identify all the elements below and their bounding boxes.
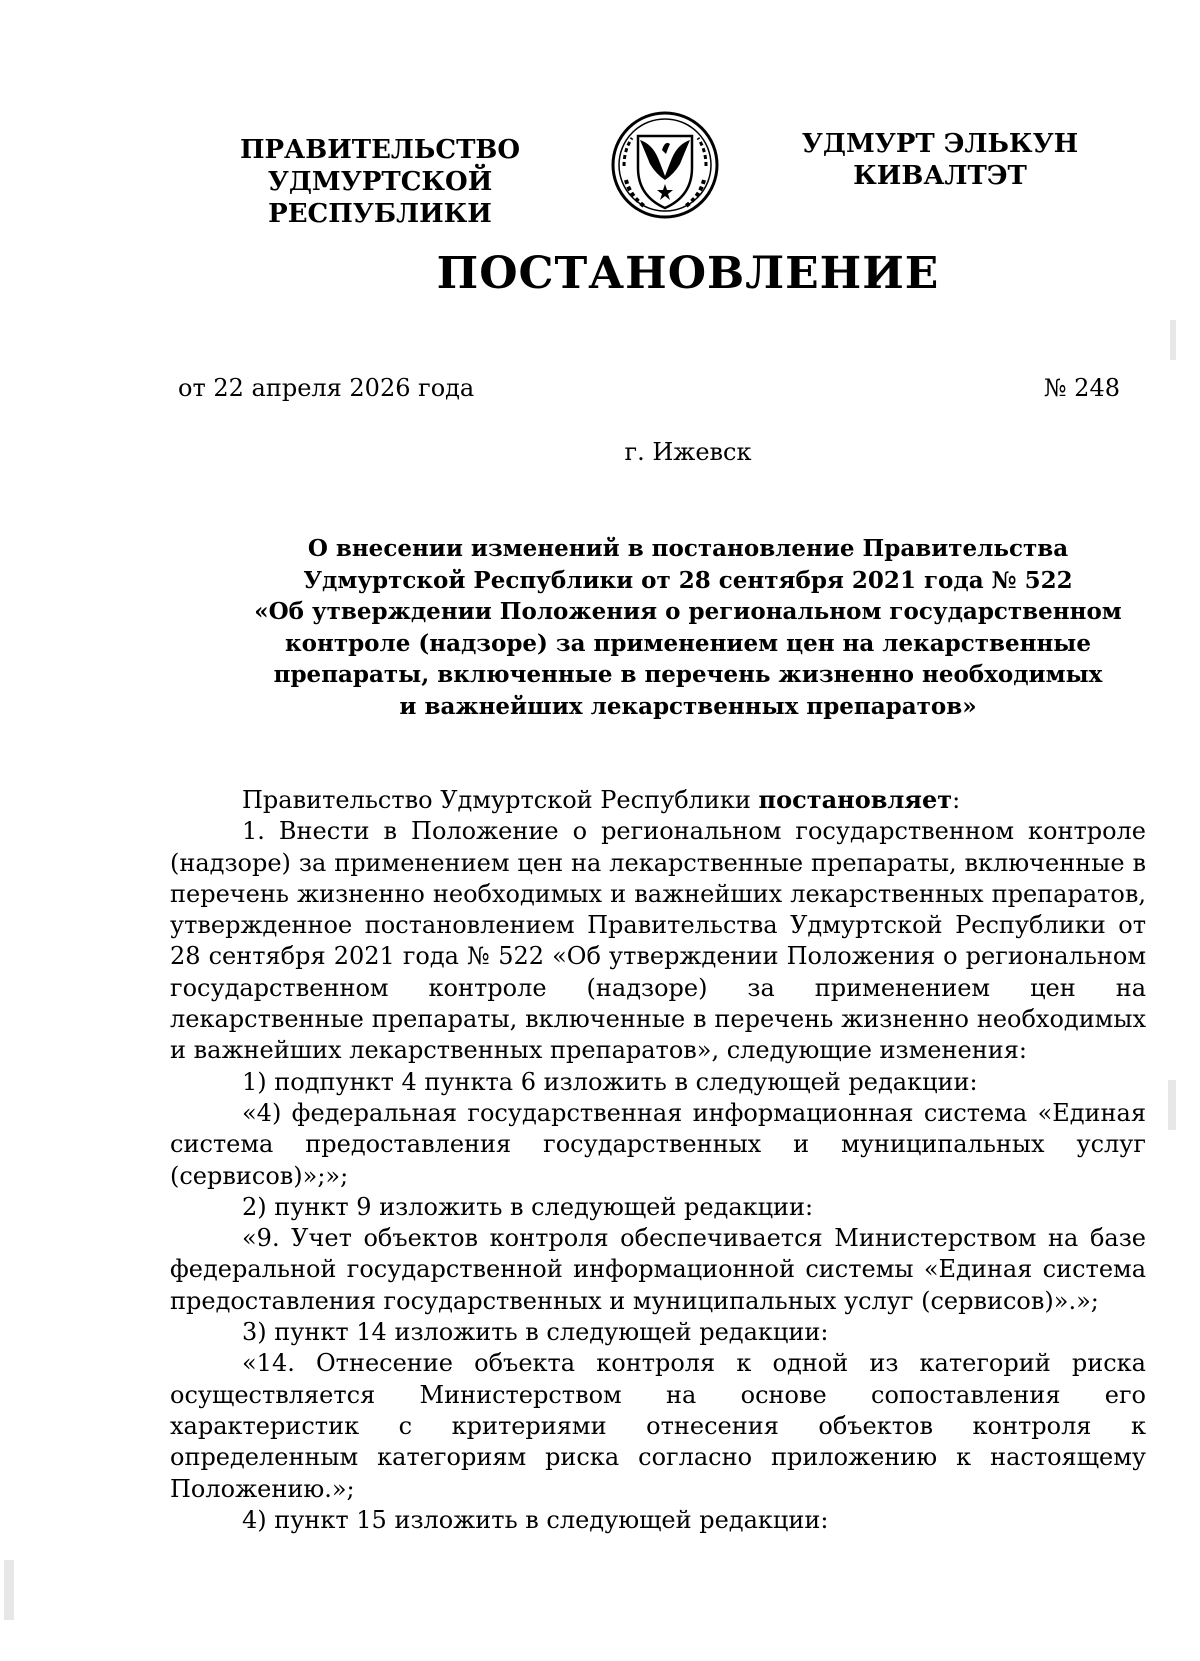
title-line: препараты, включенные в перечень жизненно необходимых: [273, 661, 1103, 688]
org-name-russian-line1: ПРАВИТЕЛЬСТВО: [239, 135, 521, 165]
org-name-russian: [160, 134, 600, 230]
intro-keyword: постановляет: [758, 785, 953, 814]
intro-suffix: :: [952, 786, 961, 814]
body-paragraph: «9. Учет объектов контроля обеспечивается Министерством на базе федеральной государственной информационной системы «Единая система предоставления государственных и муниципальных услуг (сервисов)».»;: [170, 1224, 1146, 1315]
org-name-udmurt: [790, 128, 1090, 192]
body-paragraph: «4) федеральная государственная информационная система «Единая система предоставления государственных и муниципальных услуг (сервисов)»;»;: [170, 1098, 1146, 1190]
document-number: № 248: [1043, 374, 1120, 402]
org-name-udmurt-line1: УДМУРТ ЭЛЬКУН: [801, 129, 1079, 159]
body-paragraph: 1. Внести в Положение о региональном государственном контроле (надзоре) за применением цен на лекарственные препараты, включенные в перечень жизненно необходимых и важнейших лекарственных препаратов, утвержденное постановлением Правительства Удмуртской Республики от 28 сентября 2021 года № 522 «Об утверждении Положения о региональном государственном контроле (надзоре) за применением цен на лекарственные препараты, включенные в перечень жизненно необходимых и важнейших лекарственных препаратов», следующие изменения:: [170, 817, 1146, 1065]
scan-artifact: [1170, 320, 1176, 360]
intro-prefix: Правительство Удмуртской Республики: [242, 786, 759, 814]
document-type-heading: ПОСТАНОВЛЕНИЕ: [436, 248, 940, 299]
udmurt-coat-of-arms-icon: [610, 110, 720, 220]
body-paragraph: 1) подпункт 4 пункта 6 изложить в следующей редакции:: [242, 1067, 978, 1096]
title-line: и важнейших лекарственных препаратов»: [399, 692, 977, 720]
title-line: «Об утверждении Положения о региональном государственном: [254, 598, 1122, 625]
body-paragraph: 3) пункт 14 изложить в следующей редакции:: [242, 1318, 829, 1347]
scan-artifact: [4, 1560, 14, 1620]
scan-artifact: [1168, 1080, 1176, 1130]
document-city: г. Ижевск: [624, 438, 752, 466]
org-name-udmurt-line2: КИВАЛТЭТ: [853, 161, 1027, 191]
document-title: [220, 533, 1156, 722]
title-line: Удмуртской Республики от 28 сентября 2021 года № 522: [303, 566, 1073, 594]
body-paragraph: 2) пункт 9 изложить в следующей редакции:: [242, 1192, 814, 1221]
title-line: О внесении изменений в постановление Правительства: [307, 535, 1069, 562]
body-paragraph: 4) пункт 15 изложить в следующей редакции:: [242, 1505, 829, 1534]
title-line: контроле (надзоре) за применением цен на лекарственные: [285, 629, 1091, 657]
org-name-russian-line2: УДМУРТСКОЙ РЕСПУБЛИКИ: [267, 167, 493, 229]
intro-paragraph: [170, 784, 1146, 816]
document-date: от 22 апреля 2026 года: [178, 374, 475, 402]
body-paragraph: «14. Отнесение объекта контроля к одной из категорий риска осуществляется Министерством на основе сопоставления его характеристик с критериями отнесения объектов контроля к определенным категориям риска согласно приложению к настоящему Положению.»;: [170, 1349, 1146, 1503]
document-body: [170, 784, 1146, 1536]
